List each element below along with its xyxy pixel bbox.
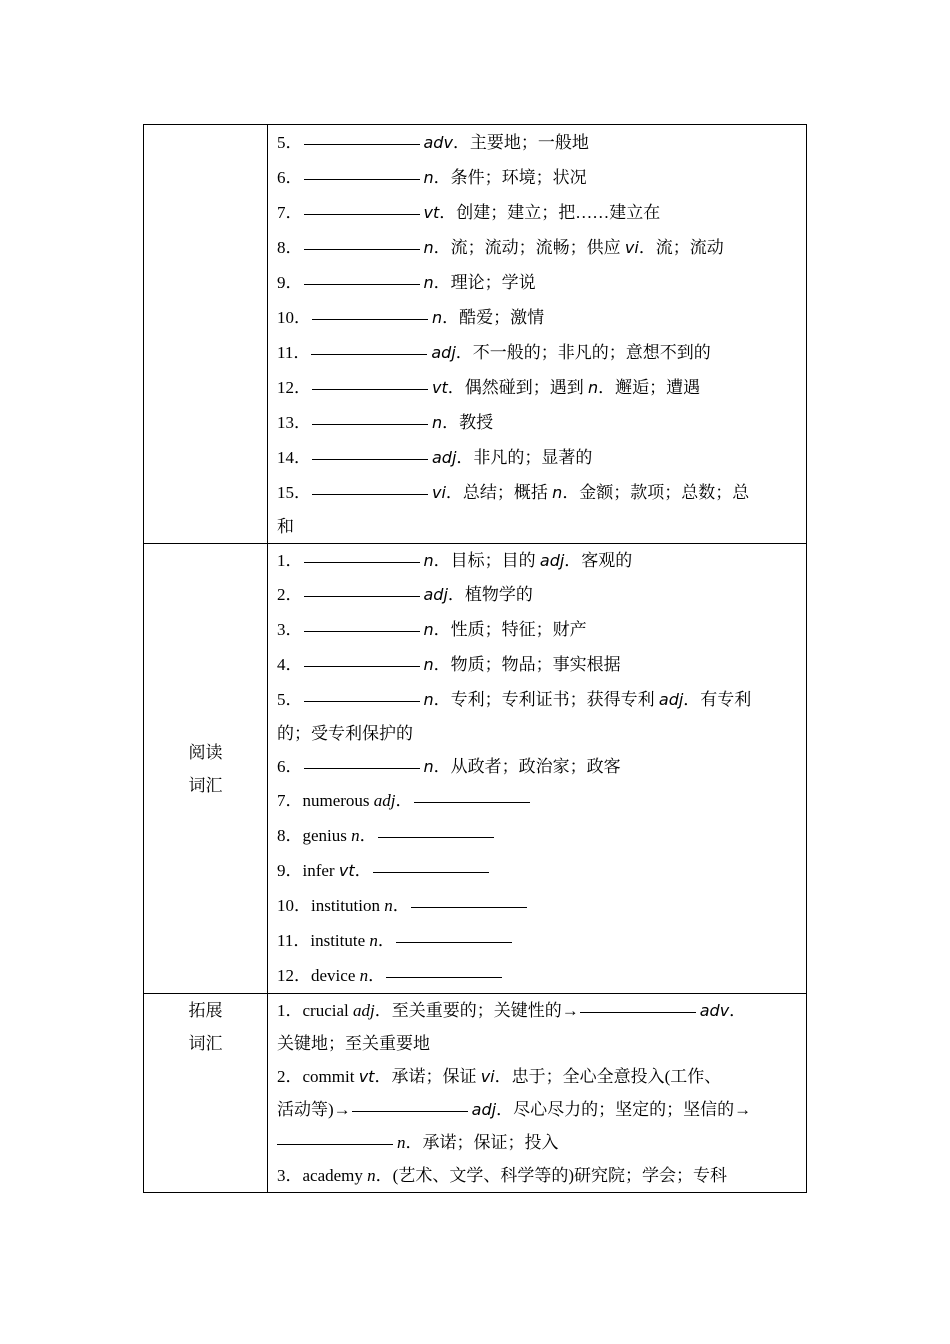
item-number: 5． [277, 133, 303, 152]
answer-blank[interactable] [312, 493, 428, 495]
answer-blank[interactable] [304, 561, 420, 563]
definition: ．目标；目的 [433, 551, 540, 570]
definition: ．流；流动；流畅；供应 [433, 238, 625, 257]
answer-blank[interactable] [312, 458, 428, 460]
list-item [277, 335, 798, 370]
list-item [277, 300, 798, 335]
definition: ．有专利 [683, 690, 752, 709]
part-of-speech: vt [432, 378, 448, 397]
answer-blank[interactable] [414, 801, 530, 803]
definition: ．植物学的 [447, 585, 533, 604]
vocab-word: institution [311, 896, 385, 915]
list-item [277, 577, 798, 612]
part-of-speech: n [423, 551, 434, 570]
definition: ． [395, 791, 413, 810]
list-item-continuation [277, 510, 798, 543]
item-number: 7． [277, 791, 303, 810]
core-vocab-label-cell [144, 125, 268, 544]
list-item [277, 195, 798, 230]
item-number: 10． [277, 308, 311, 327]
answer-blank[interactable] [304, 283, 420, 285]
item-number: 6． [277, 757, 303, 776]
list-item [277, 1060, 798, 1093]
part-of-speech: vt [423, 203, 440, 222]
definition-continuation: 关键地；至关重要地 [277, 1034, 430, 1053]
answer-blank[interactable] [373, 871, 489, 873]
item-number: 15． [277, 483, 311, 502]
item-number: 12． [277, 966, 311, 985]
item-number: 8． [277, 238, 303, 257]
definition: ．流；流动 [638, 238, 724, 257]
definition: ．客观的 [564, 551, 633, 570]
list-item [277, 750, 798, 783]
answer-blank[interactable] [378, 836, 494, 838]
definition: ．尽心尽力的；坚定的；坚信的→ [496, 1100, 752, 1119]
item-number: 1． [277, 551, 303, 570]
list-item [277, 612, 798, 647]
reading-vocab-label-cell [144, 544, 268, 994]
definition: ．专利；专利证书；获得专利 [433, 690, 659, 709]
reading-vocab-row [144, 544, 807, 994]
answer-blank[interactable] [411, 906, 527, 908]
definition: ．非凡的；显著的 [456, 448, 593, 467]
vocab-word: academy [302, 1166, 368, 1185]
vocab-word: device [311, 966, 360, 985]
item-number: 11． [277, 343, 311, 362]
vocabulary-table [143, 124, 807, 1193]
part-of-speech: vi [432, 483, 446, 502]
item-number: 4． [277, 655, 303, 674]
part-of-speech: vi [480, 1067, 495, 1086]
list-item [277, 682, 798, 717]
part-of-speech: adj [432, 448, 457, 467]
definition: ．忠于；全心全意投入(工作、 [494, 1067, 722, 1086]
definition: ．教授 [442, 413, 494, 432]
item-number: 3． [277, 620, 303, 639]
list-item-continuation [277, 717, 798, 750]
definition: ．性质；特征；财产 [433, 620, 587, 639]
definition: ．总结；概括 [445, 483, 553, 502]
item-number: 12． [277, 378, 311, 397]
answer-blank[interactable] [304, 178, 420, 180]
part-of-speech: adj [431, 343, 456, 362]
section-label: 阅读 [188, 742, 223, 762]
answer-blank[interactable] [312, 423, 428, 425]
list-item [277, 958, 798, 993]
part-of-speech: adj [373, 791, 396, 810]
item-number: 9． [277, 861, 303, 880]
list-item [277, 370, 798, 405]
definition: ．偶然碰到；遇到 [447, 378, 588, 397]
part-of-speech: adj [471, 1100, 497, 1119]
part-of-speech: n [432, 413, 443, 432]
answer-blank[interactable] [304, 630, 420, 632]
definition: ． [368, 966, 386, 985]
part-of-speech: n [423, 620, 434, 639]
extended-vocab-label-cell [144, 994, 268, 1193]
definition: ．承诺；保证 [374, 1067, 481, 1086]
vocab-word: crucial [302, 1001, 353, 1020]
answer-blank[interactable] [311, 353, 427, 355]
part-of-speech: n [359, 966, 369, 985]
part-of-speech: n [423, 273, 434, 292]
definition: ．条件；环境；状况 [433, 168, 587, 187]
item-number: 2． [277, 1067, 303, 1086]
list-item [277, 265, 798, 300]
item-number: 5． [277, 690, 303, 709]
item-number: 11． [277, 931, 311, 950]
list-item [277, 923, 798, 958]
list-item [277, 475, 798, 510]
item-number: 1． [277, 1001, 303, 1020]
extended-vocab-row [144, 994, 807, 1193]
item-number: 6． [277, 168, 303, 187]
item-number: 14． [277, 448, 311, 467]
answer-blank[interactable] [304, 665, 420, 667]
vocab-word: infer [302, 861, 339, 880]
definition: ． [359, 826, 377, 845]
part-of-speech: adj [539, 551, 565, 570]
vocab-word: institute [310, 931, 370, 950]
answer-blank[interactable] [277, 1143, 393, 1145]
part-of-speech: n [384, 896, 393, 915]
part-of-speech: adv [423, 133, 453, 152]
list-item [277, 853, 798, 888]
part-of-speech: n [367, 1166, 376, 1185]
part-of-speech: adj [658, 690, 684, 709]
definition-continuation: 的；受专利保护的 [277, 724, 413, 743]
part-of-speech: n [423, 168, 434, 187]
definition: ．(艺术、文学、科学等的)研究院；学会；专科 [375, 1166, 727, 1185]
part-of-speech: vt [338, 861, 355, 880]
part-of-speech: n [397, 1133, 406, 1152]
reading-vocab-items [268, 544, 807, 994]
part-of-speech: n [369, 931, 378, 950]
extended-vocab-items [268, 994, 807, 1193]
list-item-continuation [277, 1093, 798, 1126]
answer-blank[interactable] [312, 388, 428, 390]
part-of-speech: adv [699, 1001, 730, 1020]
answer-blank[interactable] [352, 1110, 468, 1112]
vocab-word: numerous [302, 791, 374, 810]
list-item [277, 405, 798, 440]
section-label: 词汇 [188, 775, 223, 795]
list-item [277, 125, 798, 160]
answer-blank[interactable] [312, 318, 428, 320]
list-item [277, 888, 798, 923]
definition: ． [377, 931, 395, 950]
definition: ． [354, 861, 372, 880]
definition: ．金额；款项；总数；总 [562, 483, 750, 502]
answer-blank[interactable] [386, 976, 502, 978]
part-of-speech: n [432, 308, 443, 327]
answer-blank[interactable] [396, 941, 512, 943]
part-of-speech: n [552, 483, 563, 502]
item-number: 8． [277, 826, 303, 845]
definition: ．创建；建立；把……建立在 [439, 203, 661, 222]
item-number: 10． [277, 896, 311, 915]
part-of-speech: n [423, 238, 434, 257]
definition: ．邂逅；遭遇 [598, 378, 701, 397]
definition: ．承诺；保证；投入 [405, 1133, 559, 1152]
definition-continuation: 和 [277, 517, 294, 536]
item-number: 7． [277, 203, 303, 222]
part-of-speech: adj [353, 1001, 375, 1020]
answer-blank[interactable] [304, 248, 420, 250]
answer-blank[interactable] [304, 767, 420, 769]
list-item [277, 1159, 798, 1192]
vocab-word: commit [302, 1067, 359, 1086]
vocab-word: genius [302, 826, 352, 845]
list-item [277, 818, 798, 853]
section-label: 拓展 [188, 1001, 223, 1020]
definition: ．主要地；一般地 [452, 133, 589, 152]
list-item [277, 544, 798, 577]
part-of-speech: n [423, 655, 434, 674]
answer-blank[interactable] [580, 1011, 696, 1013]
part-of-speech: n [423, 690, 434, 709]
list-item [277, 994, 798, 1027]
answer-blank[interactable] [304, 700, 420, 702]
item-number: 9． [277, 273, 303, 292]
part-of-speech: n [351, 826, 360, 845]
definition: ． [392, 896, 410, 915]
definition: ．酷爱；激情 [442, 308, 545, 327]
answer-blank[interactable] [304, 595, 420, 597]
answer-blank[interactable] [304, 213, 420, 215]
definition: ． [729, 1001, 747, 1020]
definition: ．理论；学说 [433, 273, 536, 292]
definition: ．物质；物品；事实根据 [433, 655, 621, 674]
list-item-continuation [277, 1126, 798, 1159]
core-vocab-row [144, 125, 807, 544]
definition-continuation: 活动等)→ [277, 1100, 351, 1119]
answer-blank[interactable] [304, 143, 420, 145]
part-of-speech: n [423, 757, 434, 776]
part-of-speech: vi [624, 238, 639, 257]
section-label: 词汇 [188, 1034, 223, 1053]
part-of-speech: vt [358, 1067, 375, 1086]
part-of-speech: adj [423, 585, 448, 604]
list-item [277, 440, 798, 475]
definition: ．不一般的；非凡的；意想不到的 [455, 343, 711, 362]
list-item [277, 647, 798, 682]
list-item [277, 230, 798, 265]
core-vocab-items [268, 125, 807, 544]
definition: ．至关重要的；关键性的→ [374, 1001, 579, 1020]
part-of-speech: n [588, 378, 599, 397]
list-item [277, 783, 798, 818]
item-number: 3． [277, 1166, 303, 1185]
list-item-continuation [277, 1027, 798, 1060]
list-item [277, 160, 798, 195]
item-number: 13． [277, 413, 311, 432]
item-number: 2． [277, 585, 303, 604]
definition: ．从政者；政治家；政客 [433, 757, 621, 776]
